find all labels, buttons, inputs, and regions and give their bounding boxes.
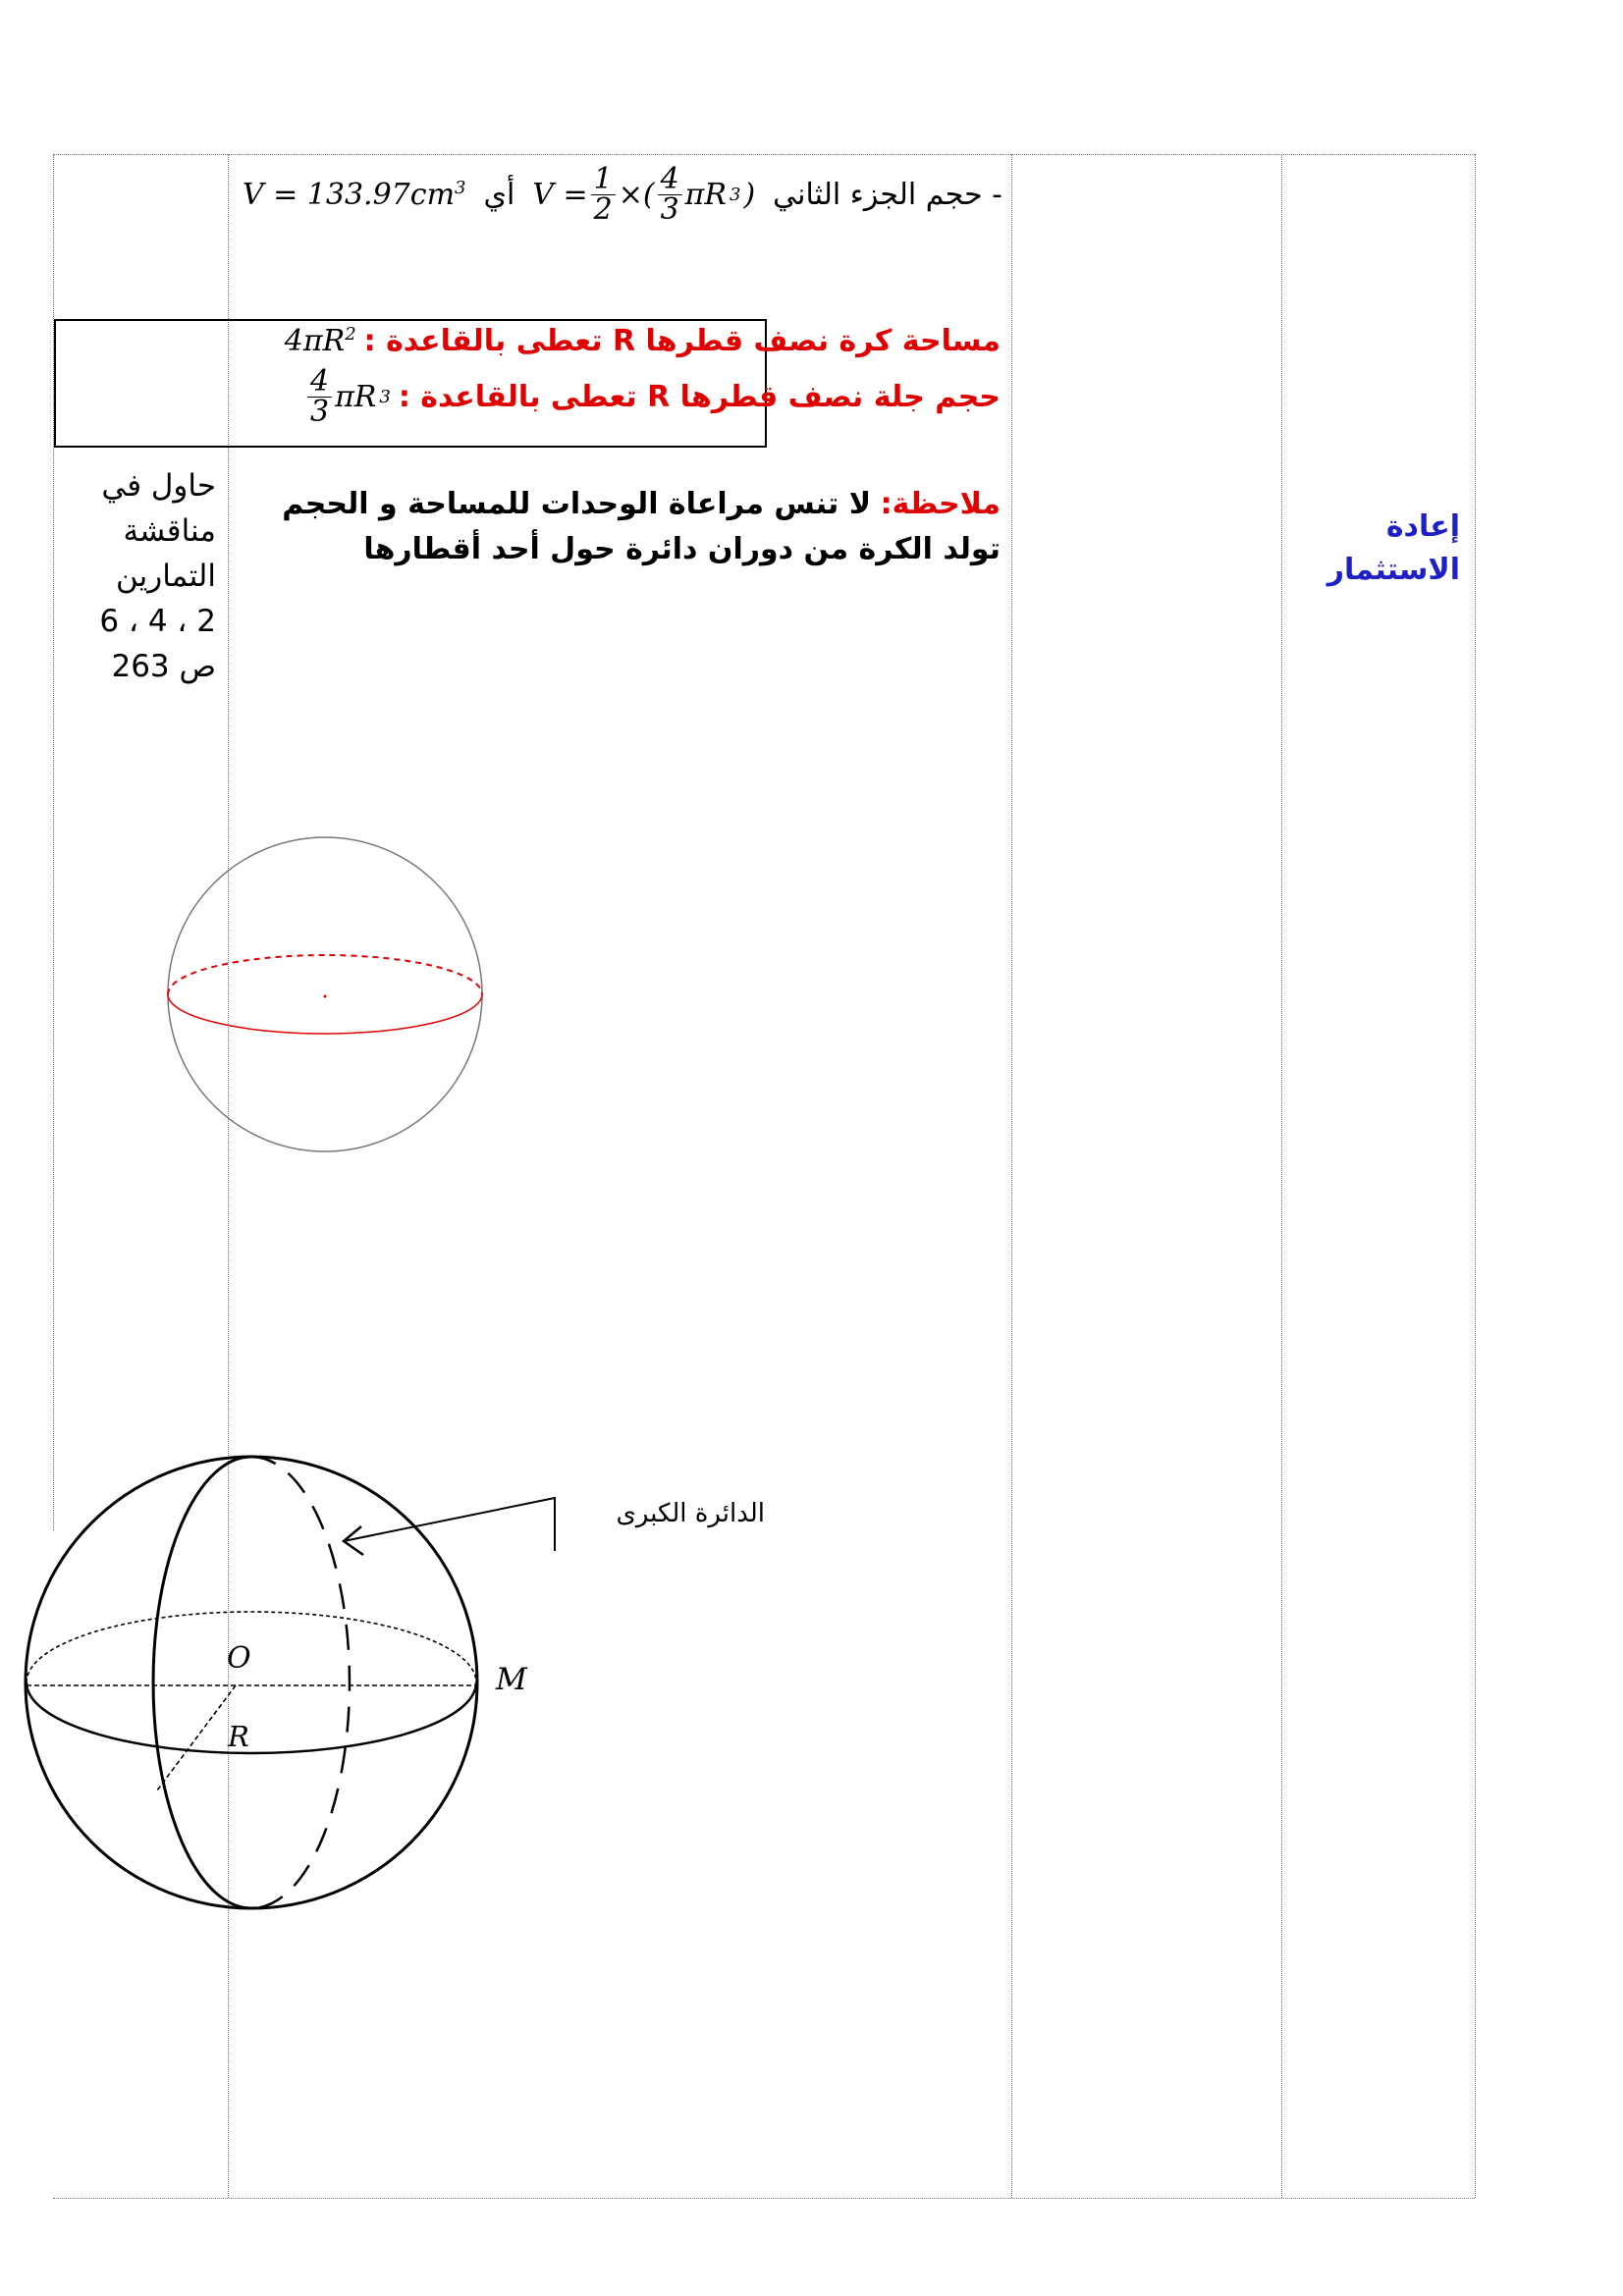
note-line-2: تولد الكرة من دوران دائرة حول أحد أقطارها	[363, 532, 1001, 566]
big-sphere-outline	[26, 1457, 477, 1908]
exercise-note-line-2: مناقشة	[123, 513, 216, 549]
second-part-volume-label: - حجم الجزء الثاني	[773, 178, 1002, 212]
ball-volume-rule	[307, 364, 1001, 429]
table-right-border	[1475, 154, 1476, 2198]
column-divider-content	[1011, 154, 1012, 2198]
exercise-note-line-1: حاول في	[101, 468, 216, 504]
sphere-figure-small	[162, 834, 496, 1158]
fraction-four-thirds: $\frac{4}{3}$	[658, 165, 682, 225]
column-divider-stage	[1281, 154, 1282, 2198]
volume-half-sphere-formula	[532, 162, 756, 227]
formula-prefix: V =	[532, 178, 588, 212]
note-line-1	[282, 487, 1001, 521]
great-circle-label: الدائرة الكبرى	[616, 1499, 765, 1528]
formula-times: ×(	[618, 178, 655, 212]
exercise-note-line-5: ص 263	[111, 649, 216, 684]
equator-back-dashed	[168, 955, 482, 994]
formula-close: )	[743, 178, 756, 212]
meridian-front	[153, 1457, 251, 1908]
point-label: M	[496, 1662, 527, 1697]
fraction-half: $\frac{1}{2}$	[591, 165, 616, 225]
note-label: ملاحظة:	[880, 487, 1001, 521]
fraction-four-thirds-rule: $\frac{4}{3}$	[307, 367, 332, 427]
formula-exponent: 3	[729, 185, 741, 205]
sphere-figure-great-circle	[20, 1443, 569, 1934]
table-bottom-border	[53, 2198, 1475, 2199]
exercise-note	[99, 463, 216, 689]
result-value: $V = 133.97cm^3$	[242, 178, 466, 212]
equator-front-line	[27, 1682, 476, 1753]
connector-word: أي	[483, 178, 515, 212]
table-top-border	[53, 154, 1475, 155]
exercise-note-line-3: التمارين	[116, 559, 216, 594]
stage-label-line-2: الاستثمار	[1326, 553, 1460, 587]
ball-volume-text: حجم جلة نصف قطرها R تعطى بالقاعدة :	[398, 380, 1001, 414]
center-label: O	[227, 1641, 251, 1676]
sphere-center-dot	[324, 995, 327, 998]
note-text-1: لا تنس مراعاة الوحدات للمساحة و الحجم	[282, 487, 872, 521]
second-part-volume-line	[242, 162, 1002, 227]
radius-line	[157, 1685, 236, 1790]
sphere-area-formula: $4\pi R^2$	[284, 324, 356, 358]
ball-volume-formula: $\frac{4}{3}$ πR 3	[307, 367, 391, 427]
equator-back	[27, 1612, 476, 1682]
sphere-area-rule	[285, 324, 1001, 358]
meridian-back-dashed	[251, 1457, 350, 1908]
pointer-line	[344, 1498, 555, 1551]
stage-label-line-1: إعادة	[1385, 509, 1460, 544]
radius-label: R	[228, 1720, 249, 1753]
stage-label	[1327, 506, 1460, 592]
formula-pi-r: πR	[684, 178, 727, 212]
sphere-outline	[168, 837, 482, 1151]
exercise-note-line-4: 2 ، 4 ، 6	[99, 604, 216, 639]
equator-front	[168, 994, 482, 1034]
sphere-area-text: مساحة كرة نصف قطرها R تعطى بالقاعدة :	[363, 324, 1001, 358]
